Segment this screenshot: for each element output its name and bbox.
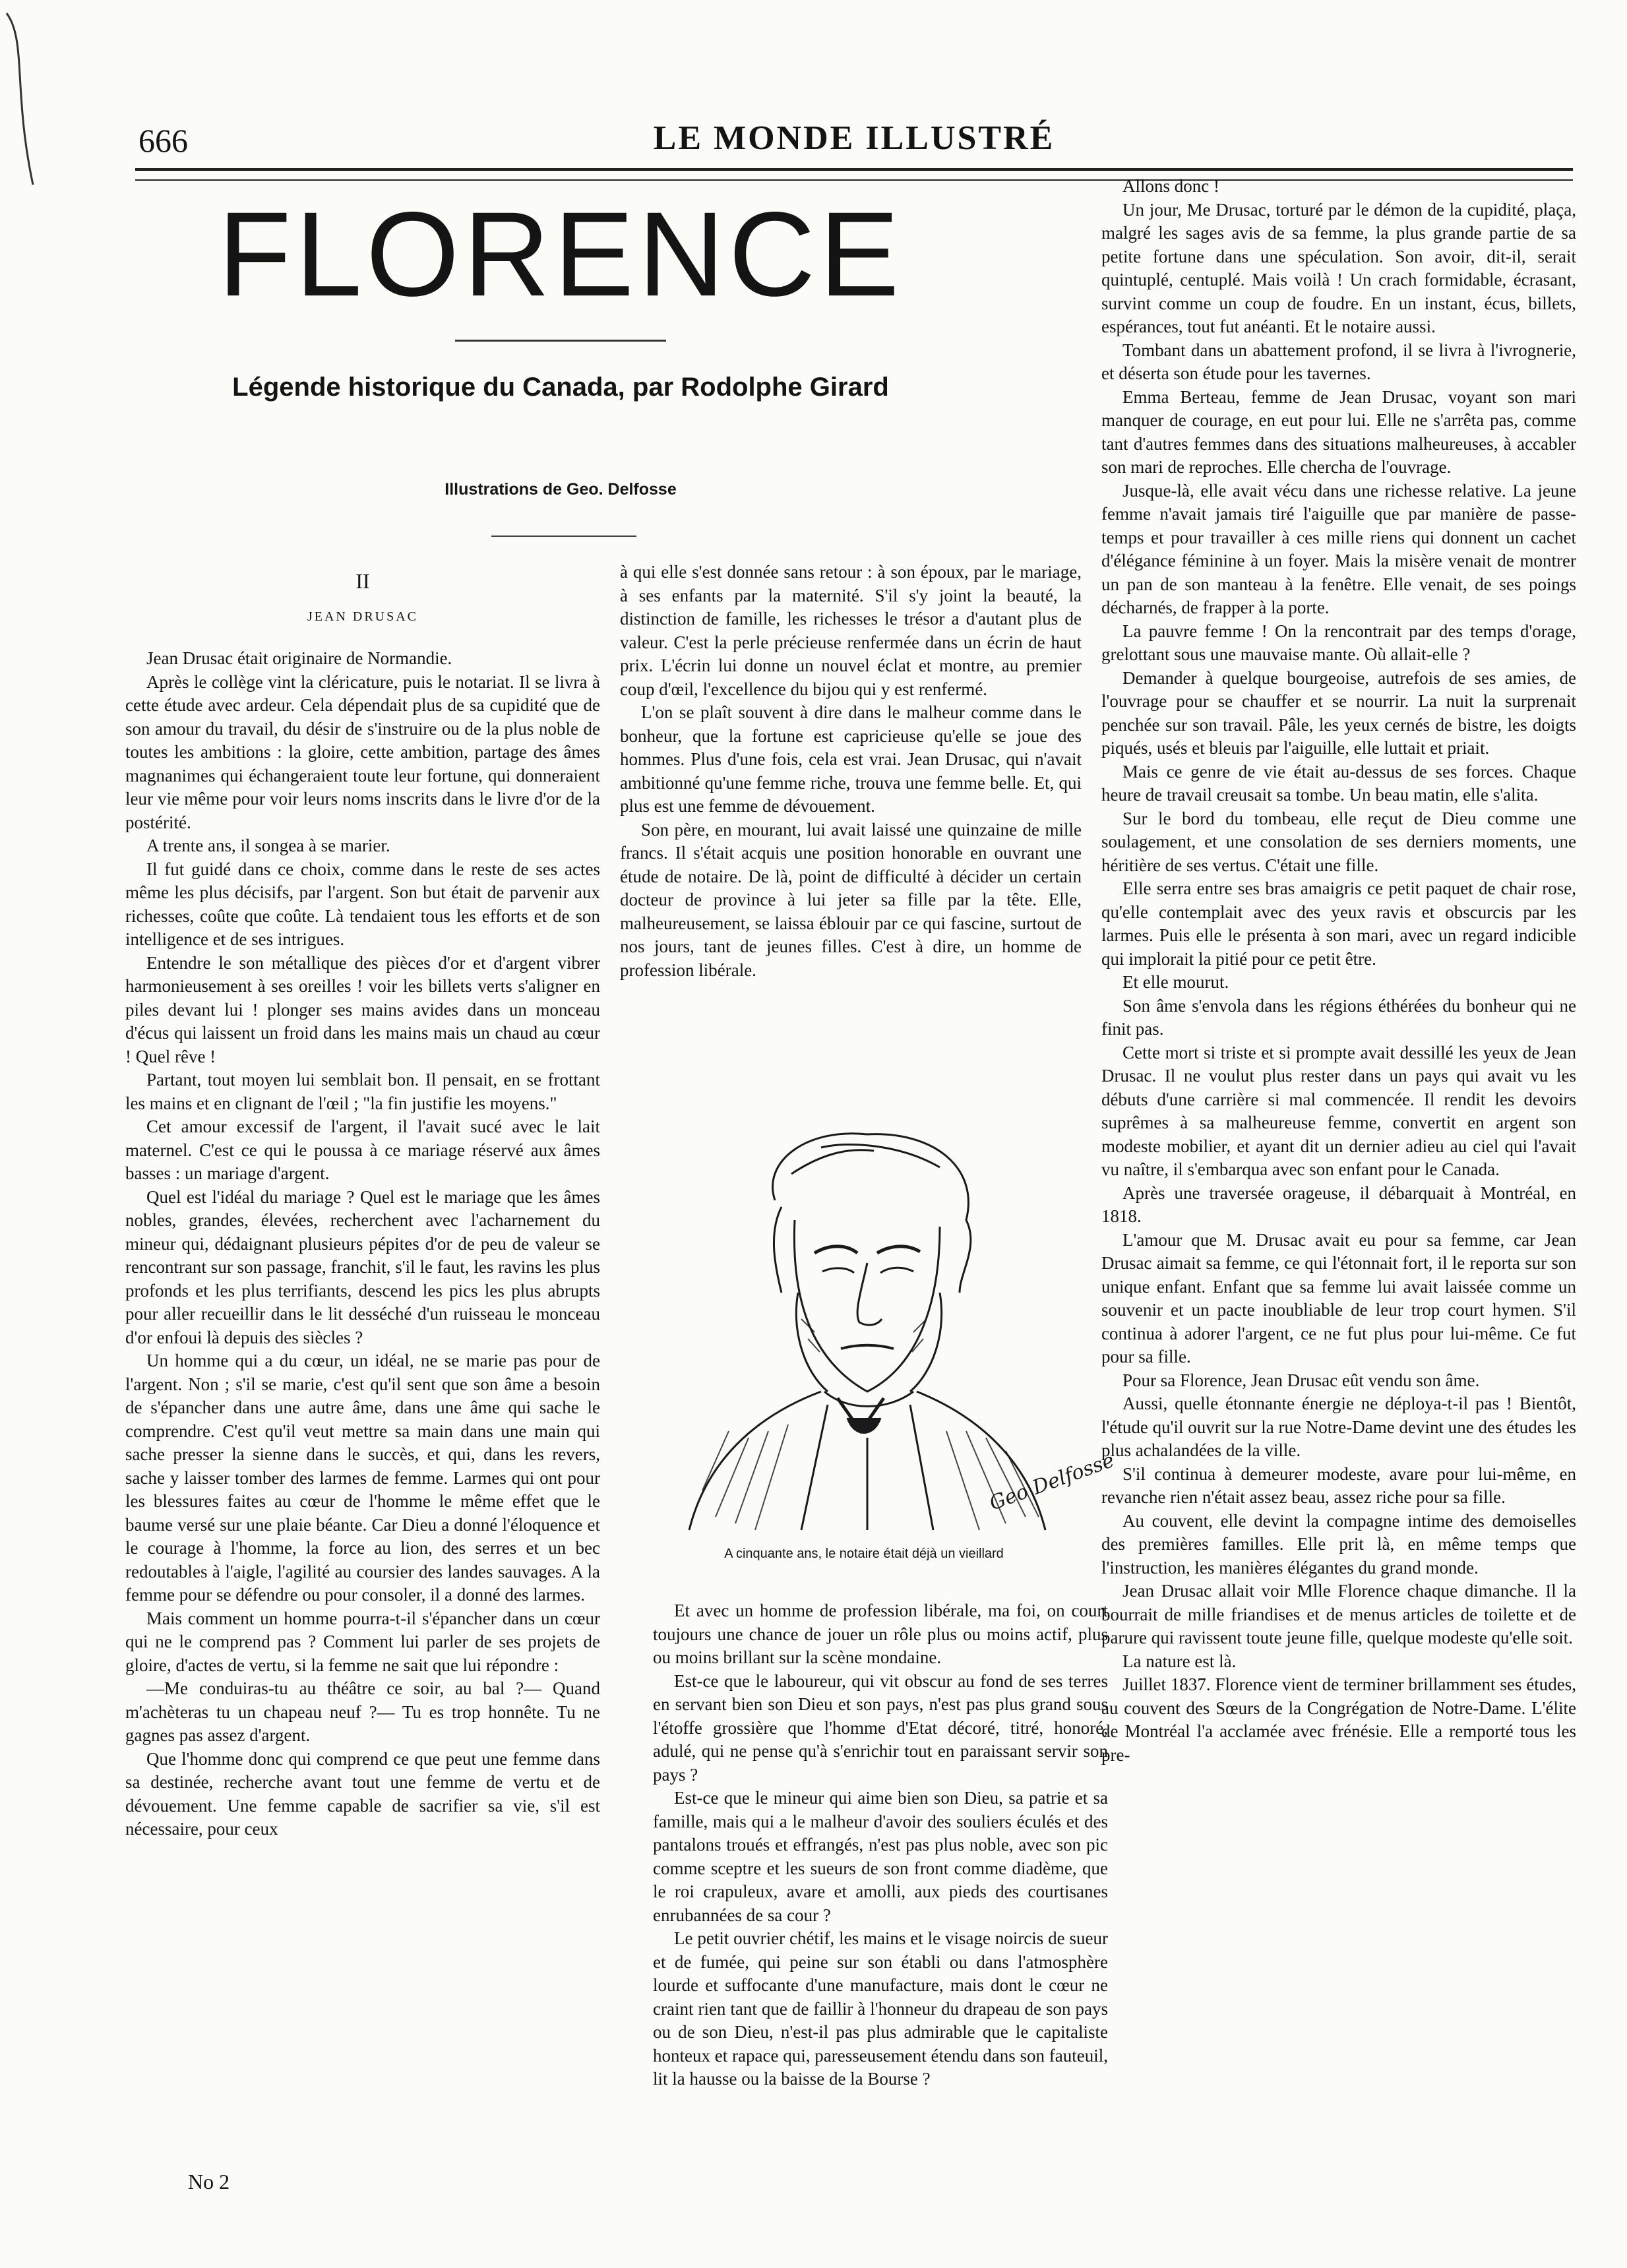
chapter-title: JEAN DRUSAC xyxy=(307,609,419,624)
paragraph: Est-ce que le mineur qui aime bien son Dieu, sa patrie et sa famille, mais qui a le malheur d'avoir des souliers éculés et des pantalons troués et effrangés, n'est pas plus noble, avec son pic comme sceptre et les sueurs de son front comme diadème, que le roi crapuleux, avare et amolli, aux pieds des courtisanes enrubannées de sa cour ? xyxy=(653,1788,1108,1925)
artist-signature: Geo Delfosse xyxy=(986,1448,1118,1516)
column-3 xyxy=(1101,175,1576,1767)
paragraph: Cet amour excessif de l'argent, il l'avait sucé avec le lait maternel. C'est ce qui le poussa à ce mariage réservé aux âmes basses : un mariage d'argent. xyxy=(125,1117,600,1183)
paragraph: Il fut guidé dans ce choix, comme dans le reste de ses actes même les plus décisifs, par l'argent. Son but était de parvenir aux richesses, coûte que coûte. Là tendaient tous les efforts et de son intelligence et de ses intrigues. xyxy=(125,859,600,949)
page-number: 666 xyxy=(138,122,188,159)
paragraph: Quel est l'idéal du mariage ? Quel est le mariage que les âmes nobles, grandes, élevées, recherchent avec l'acharnement du mineur qui, dédaignant plusieurs pépites d'or de peu de valeur se rencontrant sur son passage, franchit, s'il le faut, les ravins les plus profonds et les plus terrifiants, descend les pics les plus abrupts pour aller recueillir dans le lit desséché d'un ruisseau le monceau d'or enfoui là depuis des siècles ? xyxy=(125,1186,600,1347)
article-title: FLORENCE xyxy=(218,187,904,321)
page-corner-mark xyxy=(0,0,79,198)
paragraph: La pauvre femme ! On la rencontrait par des temps d'orage, grelottant sous une mauvaise mante. Où allait-elle ? xyxy=(1101,621,1576,664)
paragraph: Jusque-là, elle avait vécu dans une richesse relative. La jeune femme n'avait jamais tiré l'aiguille que par manière de passe-temps et pour travailler à ces mille riens qui donnent un cachet d'élégance féminine à un foyer. Mais la misère venait de montrer un pan de son manteau à la fenêtre. Elle venait, de ses poings décharnés, de frapper à la porte. xyxy=(1101,480,1576,617)
paragraph: Son âme s'envola dans les régions éthérées du bonheur qui ne finit pas. xyxy=(1101,995,1576,1039)
paragraph: Sur le bord du tombeau, elle reçut de Dieu comme une soulagement, et une consolation de ses derniers moments, une héritière de ses vertus. C'était une fille. xyxy=(1101,808,1576,875)
paragraph: Que l'homme donc qui comprend ce que peut une femme dans sa destinée, recherche avant tout une femme de vertu et de dévouement. Une femme capable de sacrifier sa vie, s'il est nécessaire, pour ceux xyxy=(125,1748,600,1839)
paragraph: Mais ce genre de vie était au-dessus de ses forces. Chaque heure de travail creusait sa tombe. Un beau matin, elle s'alita. xyxy=(1101,761,1576,805)
paragraph: Le petit ouvrier chétif, les mains et le visage noircis de sueur et de fumée, qui peine sur son établi ou dans l'atmosphère lourde et suffocante d'une manufacture, mais dont le cœur ne craint rien tant que de faillir à l'honneur du drapeau de son pays ou de son Dieu, n'est-il pas plus admirable que le capitaliste honteux et rapace qui, paresseusement étendu dans son fauteuil, lit la hausse ou la baisse de la Bourse ? xyxy=(653,1928,1108,2089)
illustration-credit: Illustrations de Geo. Delfosse xyxy=(445,480,677,499)
paragraph: Mais comment un homme pourra-t-il s'épancher dans un cœur qui ne le comprend pas ? Comment lui parler de ses projets de gloire, d'actes de vertu, si la femme ne sait que lui répondre : xyxy=(125,1608,600,1675)
column-2-continued xyxy=(653,1599,1108,2091)
column-2 xyxy=(620,561,1082,982)
paragraph: Un homme qui a du cœur, un idéal, ne se marie pas pour de l'argent. Non ; s'il se marie, c'est qu'il sent que son âme a besoin de s'épancher dans une autre âme, dans une âme qui sache le comprendre. C'est qu'il veut mettre sa main dans une main qui sache presser la sienne dans le succès, et qui, dans les revers, sache y laisser tomber des larmes de femme. Larmes qui ont pour les blessures faites au cœur de l'homme le même effet que le baume versé sur une plaie béante. Car Dieu a donné l'éloquence et le courage à l'homme, la force au lion, des serres et un bec redoutables à l'aigle, l'agilité au coursier des landes sauvages. A la femme pour se défendre ou pour consoler, il a donné des larmes. xyxy=(125,1351,600,1605)
paragraph: à qui elle s'est donnée sans retour : à son époux, par le mariage, à ses enfants par la maternité. S'il s'y joint la beauté, la distinction de famille, les richesses le trésor a d'autant plus de valeur. C'est la perle précieuse renfermée dans un écrin de haut prix. L'écrin lui donne un nouvel éclat et montre, au premier coup d'œil, l'excellence du bijou qui y est renfermé. xyxy=(620,562,1082,699)
paragraph: La nature est là. xyxy=(1122,1651,1237,1671)
paragraph: —Me conduiras-tu au théâtre ce soir, au bal ?— Quand m'achèteras tu un chapeau neuf ?— Tu es trop honnête. Tu ne gagnes pas assez d'argent. xyxy=(125,1678,600,1745)
paragraph: Emma Berteau, femme de Jean Drusac, voyant son mari manquer de courage, en eut pour lui. Elle ne s'arrêta pas, comme tant d'autres femmes dans des situations malheureuses, à accabler son mari de reproches. Elle chercha de l'ouvrage. xyxy=(1101,386,1576,477)
journal-title: LE MONDE ILLUSTRÉ xyxy=(653,119,1055,157)
paragraph: Après le collège vint la cléricature, puis le notariat. Il se livra à cette étude avec ardeur. Cela dépendait plus de sa cupidité que de son amour du travail, du désir de s'instruire ou de la plus noble de toutes les ambitions : la gloire, cette ambition, partage des âmes magnanimes qui échangeraient toute leur fortune, qui donneraient leur vie même pour voir leurs noms inscrits dans le livre d'or de la postérité. xyxy=(125,671,600,832)
paragraph: S'il continua à demeurer modeste, avare pour lui-même, en revanche rien n'était assez beau, assez riche pour sa fille. xyxy=(1101,1463,1576,1507)
article-subtitle: Légende historique du Canada, par Rodolphe Girard xyxy=(232,373,889,402)
paragraph: Cette mort si triste et si prompte avait dessillé les yeux de Jean Drusac. Il ne voulut plus rester dans un pays qui avait vu les débuts d'une carrière si mal commencée. Il rendit les devoirs suprêmes à sa malheureuse femme, convertit en argent son modeste mobilier, et ayant dit un dernier adieu au ciel qui l'avait vu naître, il s'embarqua avec son enfant pour le Canada. xyxy=(1101,1042,1576,1179)
paragraph: Aussi, quelle étonnante énergie ne déploya-t-il pas ! Bientôt, l'étude qu'il ouvrit sur la rue Notre-Dame devint une des études les plus achalandées de la ville. xyxy=(1101,1394,1576,1460)
portrait-engraving xyxy=(650,1121,1118,1537)
header-rule xyxy=(135,168,1573,171)
paragraph: Est-ce que le laboureur, qui vit obscur au fond de ses terres en servant bien son Dieu et son pays, n'est pas plus grand sous l'étoffe grossière que l'homme d'Etat décoré, titré, honoré, adulé, qui ne pense qu'à s'enrichir tout en paraissant servir son pays ? xyxy=(653,1670,1108,1785)
paragraph: Un jour, Me Drusac, torturé par le démon de la cupidité, plaça, malgré les sages avis de sa femme, la plus grande partie de sa petite fortune dans une spéculation. Son avoir, dit-il, serait quintuplé, centuplé. Mais voilà ! Un crach formidable, écrasant, survint comme un coup de foudre. En un instant, écus, billets, espérances, tout fut anéanti. Et le notaire aussi. xyxy=(1101,199,1576,336)
chapter-number: II xyxy=(355,569,370,593)
paragraph: Après une traversée orageuse, il débarquait à Montréal, en 1818. xyxy=(1101,1182,1576,1226)
paragraph: Son père, en mourant, lui avait laissé une quinzaine de mille francs. Il s'était acquis une position honorable en ouvrant une étude de notaire. De là, point de difficulté à décider un certain docteur de province à lui jeter sa fille par la tête. Elle, malheureusement, se laissa éblouir par ce qui fascine, surtout de nos jours, tant de jeunes filles. C'est à dire, un homme de profession libérale. xyxy=(620,819,1082,980)
paragraph: Et avec un homme de profession libérale, ma foi, on court toujours une chance de jouer un rôle plus ou moins actif, plus ou moins brillant sur la scène mondaine. xyxy=(653,1601,1108,1667)
credit-divider xyxy=(491,536,636,537)
paragraph: Tombant dans un abattement profond, il se livra à l'ivrognerie, et déserta son étude pour les tavernes. xyxy=(1101,340,1576,383)
paragraph: Au couvent, elle devint la compagne intime des demoiselles des premières familles. Elle prit là, en même temps que l'instruction, les manières élégantes du grand monde. xyxy=(1101,1510,1576,1578)
paragraph: Elle serra entre ses bras amaigris ce petit paquet de chair rose, qu'elle contemplait avec des yeux ravis et obscurcis par les larmes. Puis elle le présenta à son mari, avec un regard indicible qui implorait la pitié pour ce petit être. xyxy=(1101,878,1576,969)
paragraph: Juillet 1837. Florence vient de terminer brillamment ses études, au couvent des Sœurs de la Congrégation de Notre-Dame. L'élite de Montréal l'a acclamée avec frénésie. Elle a remporté tous les pre- xyxy=(1101,1674,1576,1765)
page-header xyxy=(119,119,1589,158)
paragraph: Demander à quelque bourgeoise, autrefois de ses amies, de l'ouvrage pour se chauffer et se nourrir. La nuit la surprenait penchée sur son travail. Pâle, les yeux cernés de bistre, les doigts piqués, usés et bleuis par l'aiguille, elle luttait et priait. xyxy=(1101,667,1576,758)
paragraph: Jean Drusac était originaire de Normandie. xyxy=(146,648,452,668)
paragraph: Entendre le son métallique des pièces d'or et d'argent vibrer harmonieusement à ses oreilles ! voir les billets verts s'aligner en piles devant lui ! plonger ses mains avides dans un monceau d'écus qui laissent un froid dans les mains mais un chaud au cœur ! Quel rêve ! xyxy=(125,952,600,1066)
title-divider xyxy=(455,340,666,342)
paragraph: L'on se plaît souvent à dire dans le malheur comme dans le bonheur, que la fortune est capricieuse qu'elle se joue des hommes. Plus d'une fois, cela est vrai. Jean Drusac, qui n'avait ambitionné qu'une femme riche, trouva une femme belle. Et, qui plus est une femme de dévouement. xyxy=(620,702,1082,816)
paragraph: Et elle mourut. xyxy=(1122,972,1229,992)
paragraph: Partant, tout moyen lui semblait bon. Il pensait, en se frottant les mains et en clignant de l'œil ; "la fin justifie les moyens." xyxy=(125,1070,600,1113)
paragraph: Pour sa Florence, Jean Drusac eût vendu son âme. xyxy=(1122,1370,1480,1390)
portrait-illustration xyxy=(650,1121,1118,1537)
paragraph: Allons donc ! xyxy=(1122,176,1219,196)
paragraph: L'amour que M. Drusac avait eu pour sa femme, car Jean Drusac aimait sa femme, ce qui l'étonnait fort, il le reporta sur son unique enfant. Enfant que sa femme lui avait laissée comme un souvenir et un pacte inoubliable de leur trop court hymen. S'il continua à adorer l'argent, ce ne fut plus pour lui-même. Ce fut pour sa fille. xyxy=(1101,1229,1576,1366)
paragraph: Jean Drusac allait voir Mlle Florence chaque dimanche. Il la bourrait de mille friandises et de menus articles de toilette et de parure qui ravissent toute jeune fille, quelque modeste qu'elle soit. xyxy=(1101,1581,1576,1647)
issue-number: No 2 xyxy=(188,2170,230,2193)
paragraph: A trente ans, il songea à se marier. xyxy=(146,836,390,855)
column-1 xyxy=(125,561,600,1841)
illustration-caption: A cinquante ans, le notaire était déjà un vieillard xyxy=(724,1547,1004,1561)
